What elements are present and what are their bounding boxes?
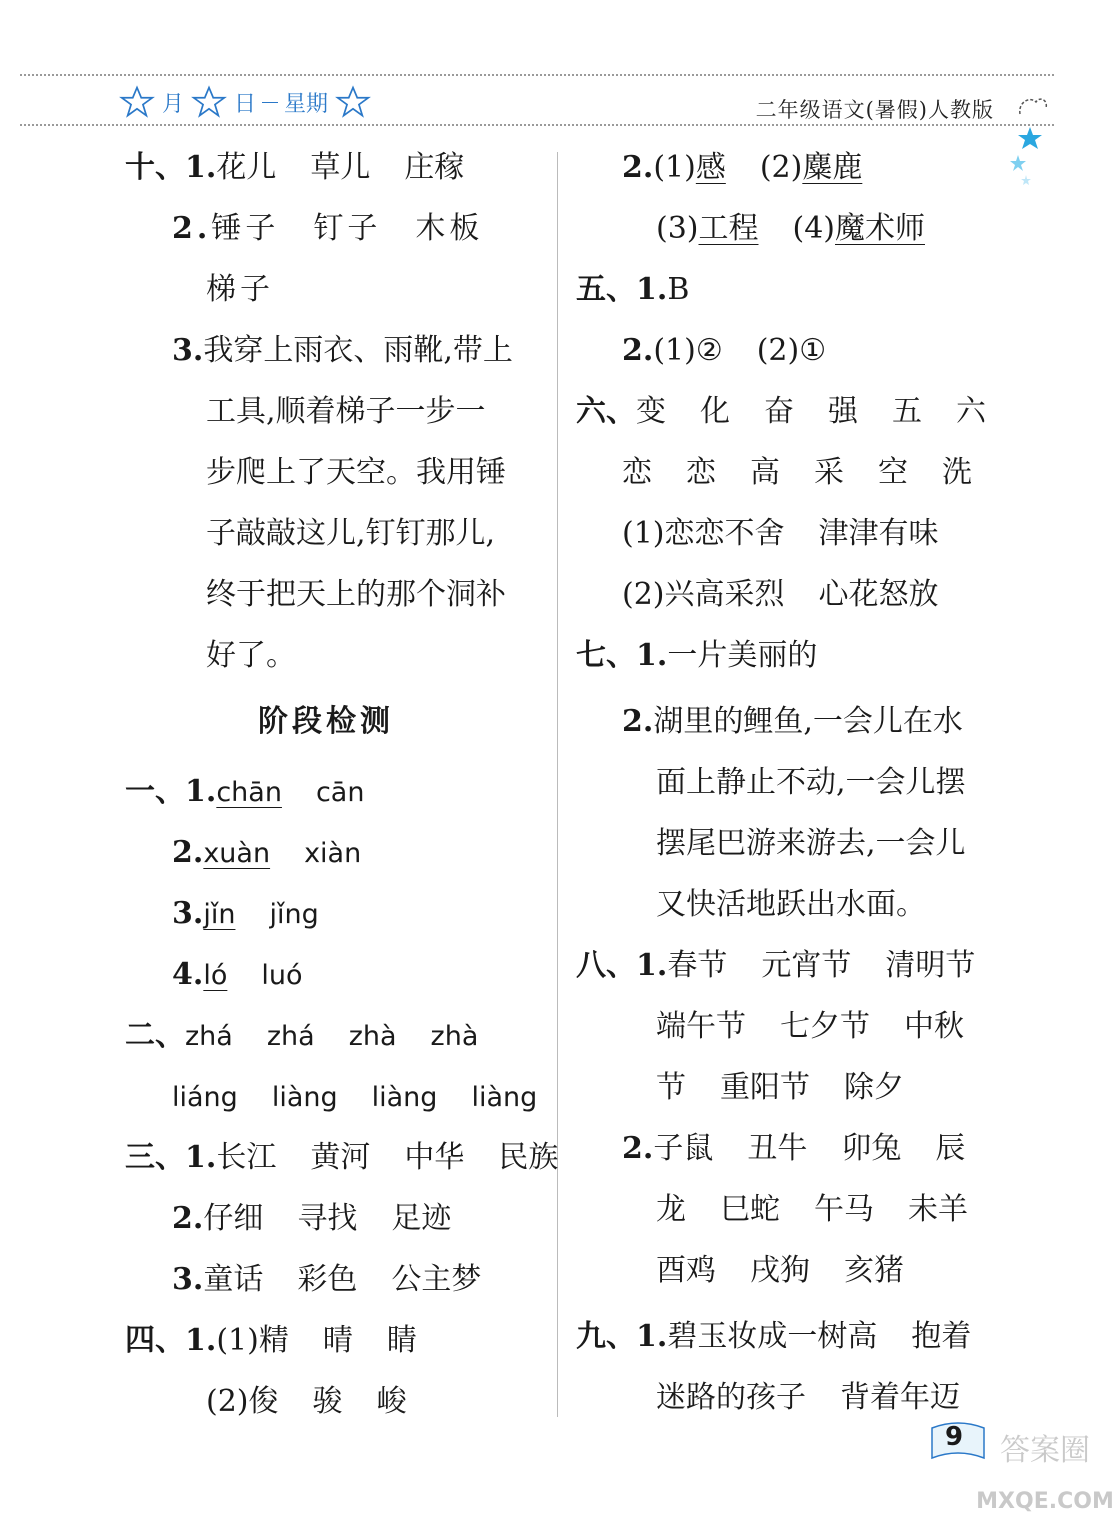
answer-7-2-line2: 面上静止不动,一会儿摆 [656,765,966,800]
watermark-site: MXQE.COM [976,1489,1114,1514]
day-label: 日 [234,91,257,117]
page-number: 9 [945,1422,964,1452]
day-blank [262,102,278,103]
answer-1-2: 2.xuàn xiàn [172,835,362,870]
book-title: 二年级语文(暑假)人教版 [755,98,994,122]
answer-10-3-line4: 子敲敲这儿,钉钉那儿, [206,516,496,551]
decorative-stars-icon [1004,125,1044,195]
answer-2-row2: liáng liàng liàng liàng [172,1082,538,1113]
cloud-swirl-icon [1016,92,1050,120]
answer-3-2: 2.仔细 寻找 足迹 [172,1201,452,1236]
answer-6-row2: 恋 恋 高 采 空 洗 [622,455,972,490]
answer-10-3-line3: 步爬上了天空。我用锤 [206,455,506,490]
weekday-label: 星期 [284,91,329,117]
answer-10-2: 2.锤子 钉子 木板 [172,211,484,246]
header-dotted-line-top [20,74,1054,76]
answer-6-row4: (2)兴高采烈 心花怒放 [622,577,939,612]
answer-5-2: 2.(1)② (2)① [622,333,827,368]
answer-3-1: 三、1.长江 黄河 中华 民族 [125,1140,559,1175]
answer-8-1-row3: 节 重阳节 除夕 [656,1070,904,1105]
answer-10-2-cont: 梯子 [206,272,274,307]
answer-8-2-row3: 酉鸡 戌狗 亥猪 [656,1253,904,1288]
star-icon [336,85,370,119]
answer-4-2-row2: (3)工程 (4)魔术师 [656,211,925,246]
answer-5-1: 五、1.B [576,272,690,307]
answer-1-1: 一、1.chān cān [125,774,365,809]
watermark-logo [976,1408,1114,1528]
answer-10-1: 十、1.花儿 草儿 庄稼 [125,150,465,185]
answer-10-3-line6: 好了。 [206,638,296,673]
answer-7-1: 七、1.一片美丽的 [576,638,818,673]
answer-8-1-row1: 八、1.春节 元宵节 清明节 [576,948,976,983]
answer-6-row1: 六、变 化 奋 强 五 六 [576,394,986,429]
answer-4-1-row1: 四、1.(1)精 晴 睛 [125,1323,417,1358]
star-icon [120,85,154,119]
answer-9-1-row2: 迷路的孩子 背着年迈 [656,1380,960,1415]
answer-10-3-line5: 终于把天上的那个洞补 [206,577,506,612]
answer-6-row3: (1)恋恋不舍 津津有味 [622,516,939,551]
date-header [118,82,372,122]
answer-4-2-row1: 2.(1)感 (2)麋鹿 [622,150,863,185]
month-label: 月 [162,91,185,117]
answer-2-row1: 二、zhá zhá zhà zhà [125,1018,479,1053]
answer-9-1-row1: 九、1.碧玉妆成一树高 抱着 [576,1319,972,1354]
answer-7-2-line4: 又快活地跃出水面。 [656,887,926,922]
watermark-text: 答案圈 [1000,1433,1090,1468]
section-title: 阶段检测 [258,704,394,739]
answer-1-4: 4.ló luó [172,957,303,992]
answer-7-2: 2.湖里的鲤鱼,一会儿在水 [622,704,963,739]
star-icon [192,85,226,119]
column-divider [557,152,558,1417]
answer-10-3: 3.我穿上雨衣、雨靴,带上 [172,333,513,368]
answer-4-1-row2: (2)俊 骏 峻 [206,1384,407,1419]
header-dotted-line-bottom [20,124,1054,126]
answer-7-2-line3: 摆尾巴游来游去,一会儿 [656,826,966,861]
answer-8-2-row1: 2.子鼠 丑牛 卯兔 辰 [622,1131,966,1166]
answer-10-3-line2: 工具,顺着梯子一步一 [206,394,486,429]
answer-3-3: 3.童话 彩色 公主梦 [172,1262,482,1297]
answer-1-3: 3.jǐn jǐng [172,896,319,931]
answer-8-1-row2: 端午节 七夕节 中秋 [656,1009,964,1044]
answer-8-2-row2: 龙 巳蛇 午马 未羊 [656,1192,968,1227]
